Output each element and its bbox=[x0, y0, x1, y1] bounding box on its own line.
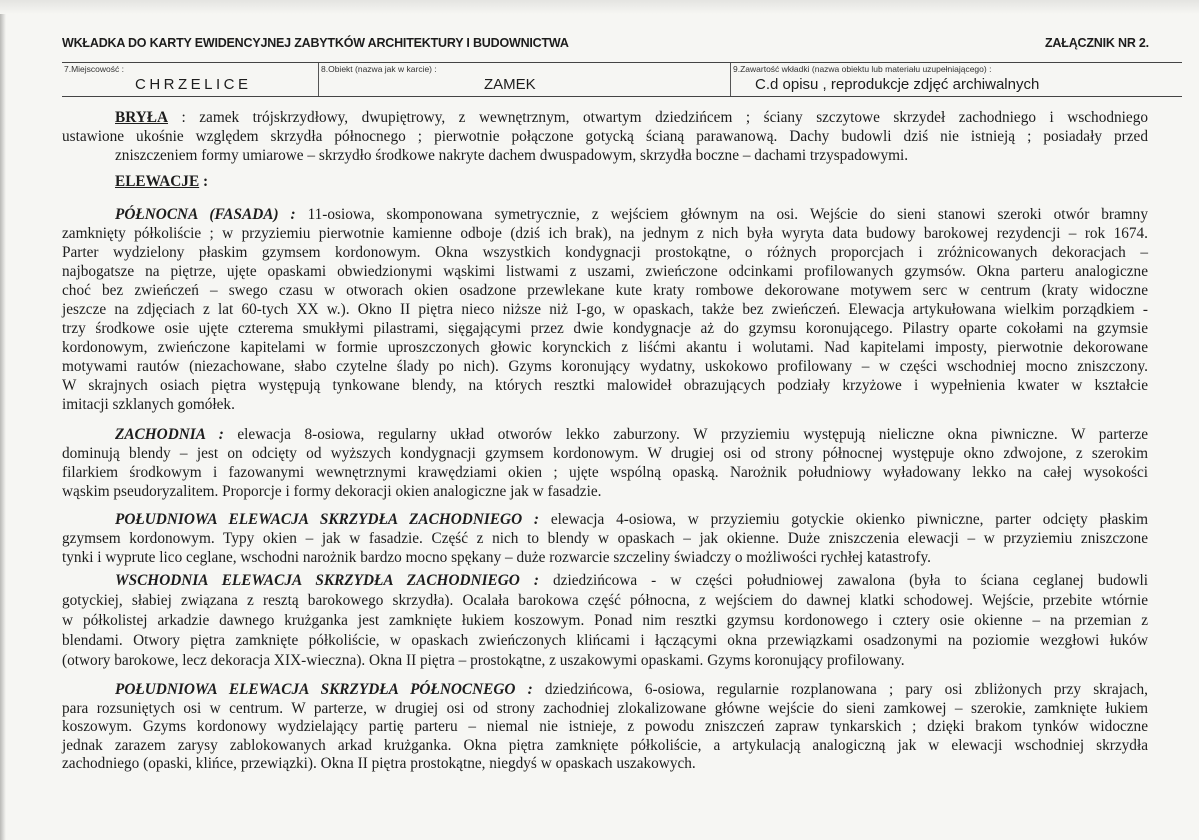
text-line: kordonowym, zwieńczone kapitelami w formie uproszczonych głowic korynckich z liśćmi akantu i wolutami. Nad kapitelami imposty, pierwotnie dekorowane bbox=[62, 339, 1148, 356]
text-line: trzy środkowe osie ujęte czterema smukłymi pilastrami, sięgającymi przez dwie kondygnacje aż do gzymsu koronującego. Pilastry oparte cokołami na gzymsie bbox=[62, 320, 1148, 337]
field-place bbox=[62, 63, 318, 96]
elewacje-colon: : bbox=[199, 173, 209, 190]
text-line bbox=[62, 108, 1148, 127]
text-line: 11-osiowa, skomponowana symetrycznie, z wejściem głównym na osi. Wejście do sieni stanowi szeroki otwór bramny bbox=[295, 206, 1148, 223]
section-elewacje bbox=[62, 172, 1148, 191]
text-line: W skrajnych osiach piętra występują tynkowane blendy, na których resztki malowideł obrazujących podziały krzyżowe i wypełnienia kwater w kształcie bbox=[62, 377, 1148, 394]
text-line: imitacji szklanych gomółek. bbox=[62, 396, 235, 413]
pol-zach-heading: POŁUDNIOWA ELEWACJA SKRZYDŁA ZACHODNIEGO : bbox=[115, 511, 540, 528]
form-fields-row bbox=[62, 62, 1182, 97]
object-value: ZAMEK bbox=[484, 76, 536, 93]
section-poludniowa-skrzydla-zachodniego bbox=[62, 510, 1148, 567]
text-line: Parter wydzielony płaskim gzymsem kordonowym. Okna wszystkich kondygnacji prostokątne, o różnych proporcjach i zróżnicowanych dekoracjach – bbox=[62, 244, 1148, 261]
zachodnia-heading: ZACHODNIA : bbox=[115, 426, 224, 443]
scan-edge bbox=[0, 0, 6, 840]
section-wschodnia-skrzydla-zachodniego bbox=[62, 571, 1148, 671]
place-value: CHRZELICE bbox=[135, 76, 252, 93]
text-line: blendami. Otwory piętra zamknięte półkoliście, w opaskach zwieńczonych klińcami i łączącymi okna przewiązkami osadzonymi na poziomie wezgłowi łuków bbox=[62, 632, 1148, 649]
text-line: tynki i wyprute lico ceglane, wschodni narożnik bardzo mocno spękany – duże rozwarcie szczeliny świadczy o możliwości rychłej katastrofy. bbox=[62, 549, 931, 566]
text-line: gotyckiej, słabiej związana z resztą barokowego skrzydła). Ocalała barokowa część północna, z wejściem do dawnej klatki schodowej. Wejście, przebite wtórnie bbox=[62, 592, 1148, 609]
document-title: WKŁADKA DO KARTY EWIDENCYJNEJ ZABYTKÓW ARCHITEKTURY I BUDOWNICTWA bbox=[62, 36, 569, 50]
section-polnocna bbox=[62, 205, 1148, 414]
text-line bbox=[62, 425, 1148, 444]
section-bryla bbox=[62, 108, 1148, 165]
text-line: ustawione ukośnie względem skrzydła północnego ; pierwotnie połączone gotycką ścianą parawanową. Dachy budowli dziś nie istnieją ; posiadały przed bbox=[62, 128, 1148, 145]
content-value: C.d opisu , reprodukcje zdjęć archiwalnych bbox=[755, 76, 1040, 93]
text-line: elewacja 8-osiowa, regularny układ otworów lekko zaburzony. W przyziemiu występują nieliczne okna piwniczne. W parterze bbox=[223, 426, 1148, 443]
annex-number: ZAŁĄCZNIK NR 2. bbox=[1045, 36, 1149, 50]
text-line: zniszczeniem formy umiarowe – skrzydło środkowe nakryte dachem dwuspadowym, skrzydła boczne – dachami trzyspadowymi. bbox=[115, 147, 909, 164]
text-line: koszowym. Gzyms kordonowy wydzielający partię parteru – niemal nie istnieje, z powodu zniszczeń zapraw tynkarskich ; dzięki brakom tynków widoczne bbox=[62, 718, 1148, 735]
text-line: zachodniego (opaski, klińce, przewiązki). Okna II piętra prostokątne, niegdyś w opaskach uszakowych. bbox=[62, 755, 696, 772]
text-line bbox=[62, 172, 1148, 191]
text-line: jeszcze na zdjęciach z lat 60-tych XX w.). Okno II piętra nieco niższe niż I-go, w opaskach, także bez zwieńczeń. Elewacja artykułowana wielkim porządkiem - bbox=[62, 301, 1148, 318]
text-line: motywami rautów (niezachowane, słabo czytelne ślady po nich). Gzyms koronujący wydatny, uskokowo profilowany – w części wschodniej mocno zniszczony. bbox=[62, 358, 1148, 375]
text-line: gzymsem kordonowym. Typy okien – jak w fasadzie. Część z nich to blendy w opaskach – jak okienne. Duże zniszczenia elewacji – w przyziemiu zniszczone bbox=[62, 530, 1148, 547]
object-label: 8.Obiekt (nazwa jak w karcie) : bbox=[321, 64, 437, 74]
text-line bbox=[62, 571, 1148, 591]
text-line: choć bez zwieńczeń – swego czasu w otworach okien osadzone przewlekane kute kraty rombowe dekorowane motywem serc w centrum (kraty widoczne bbox=[62, 282, 1148, 299]
text-line: wąskim pseudoryzalitem. Proporcje i formy dekoracji okien analogiczne jak w fasadzie. bbox=[62, 483, 602, 500]
bryla-heading: BRYŁA bbox=[115, 109, 169, 126]
text-line: filarkiem środkowym i fazowanymi wewnętrznymi krawędziami okien ; ujęte wspólną opaską. Narożnik południowy wyładowany lekko na całej wysokości bbox=[62, 464, 1148, 481]
text-line: najbogatsze na piętrze, ujęte opaskami obwiedzionymi wąskimi listwami z uszami, zwieńczone odcinkami profilowanych gzymsów. Okna parteru analogiczne bbox=[62, 263, 1148, 280]
elewacje-heading: ELEWACJE bbox=[115, 173, 200, 190]
text-line: dominują blendy – jest on odcięty od wyższych kondygnacji gzymsem kordonowym. W drugiej osi od strony północnej występuje okno zdwojone, z szerokim bbox=[62, 445, 1148, 462]
section-zachodnia bbox=[62, 425, 1148, 501]
text-line: para rozsuniętych osi w centrum. W parterze, w drugiej osi od strony zachodniej zlokalizowane główne wejście do sieni zamkowej – szerokie, zamknięte łukiem bbox=[62, 699, 1148, 717]
text-line: (otwory barokowe, lecz dekoracja XIX-wieczna). Okna II piętra – prostokątne, z uszakowymi opaskami. Gzyms koronujący profilowany. bbox=[62, 652, 905, 669]
text-line: elewacja 4-osiowa, w przyziemiu gotyckie okienko piwniczne, parter odcięty płaskim bbox=[539, 511, 1149, 528]
polnocna-heading: PÓŁNOCNA (FASADA) : bbox=[115, 206, 296, 223]
text-line: jednak zarazem zarysy zablokowanych arkad krużganka. Okna piętra zamknięte półkoliście, a artykulacją analogiczną jak w elewacji wschodniej skrzydła bbox=[62, 736, 1148, 754]
field-object bbox=[319, 63, 730, 96]
content-label: 9.Zawartość wkładki (nazwa obiektu lub materiału uzupełniającego) : bbox=[733, 64, 992, 74]
text-line: : zamek trójskrzydłowy, dwupiętrowy, z wewnętrznym, otwartym dziedzińcem ; ściany szczytowe skrzydeł zachodniego i wschodniego bbox=[168, 109, 1148, 126]
text-line: dziedzińcowa, 6-osiowa, regularnie rozplanowana ; pary osi zbliżonych przy skrajach, bbox=[532, 681, 1148, 698]
scan-top-band bbox=[0, 0, 1199, 14]
field-content bbox=[731, 63, 1181, 96]
text-line bbox=[62, 510, 1148, 529]
pol-poln-heading: POŁUDNIOWA ELEWACJA SKRZYDŁA PÓŁNOCNEGO : bbox=[115, 681, 533, 698]
text-line bbox=[62, 205, 1148, 224]
place-label: 7.Miejscowość : bbox=[64, 64, 124, 74]
text-line bbox=[62, 681, 1148, 700]
text-line: w półkolistej arkadzie dawnego krużganka jest zamknięte łukiem koszowym. Ponad nim resztki gzymsu kordonowego i cztery osie okienne – na przemian z bbox=[62, 612, 1148, 629]
text-line: zamknięty półkoliście ; w przyziemiu pierwotnie kamienne odboje (dziś ich brak), na jednym z nich była wyryta data budowy barokowej rezydencji – rok 1674. bbox=[62, 225, 1148, 242]
text-line: dziedzińcowa - w części południowej zawalona (była to ściana ceglanej budowli bbox=[538, 572, 1148, 589]
section-poludniowa-skrzydla-polnocnego bbox=[62, 681, 1148, 774]
wsch-zach-heading: WSCHODNIA ELEWACJA SKRZYDŁA ZACHODNIEGO : bbox=[115, 572, 539, 589]
